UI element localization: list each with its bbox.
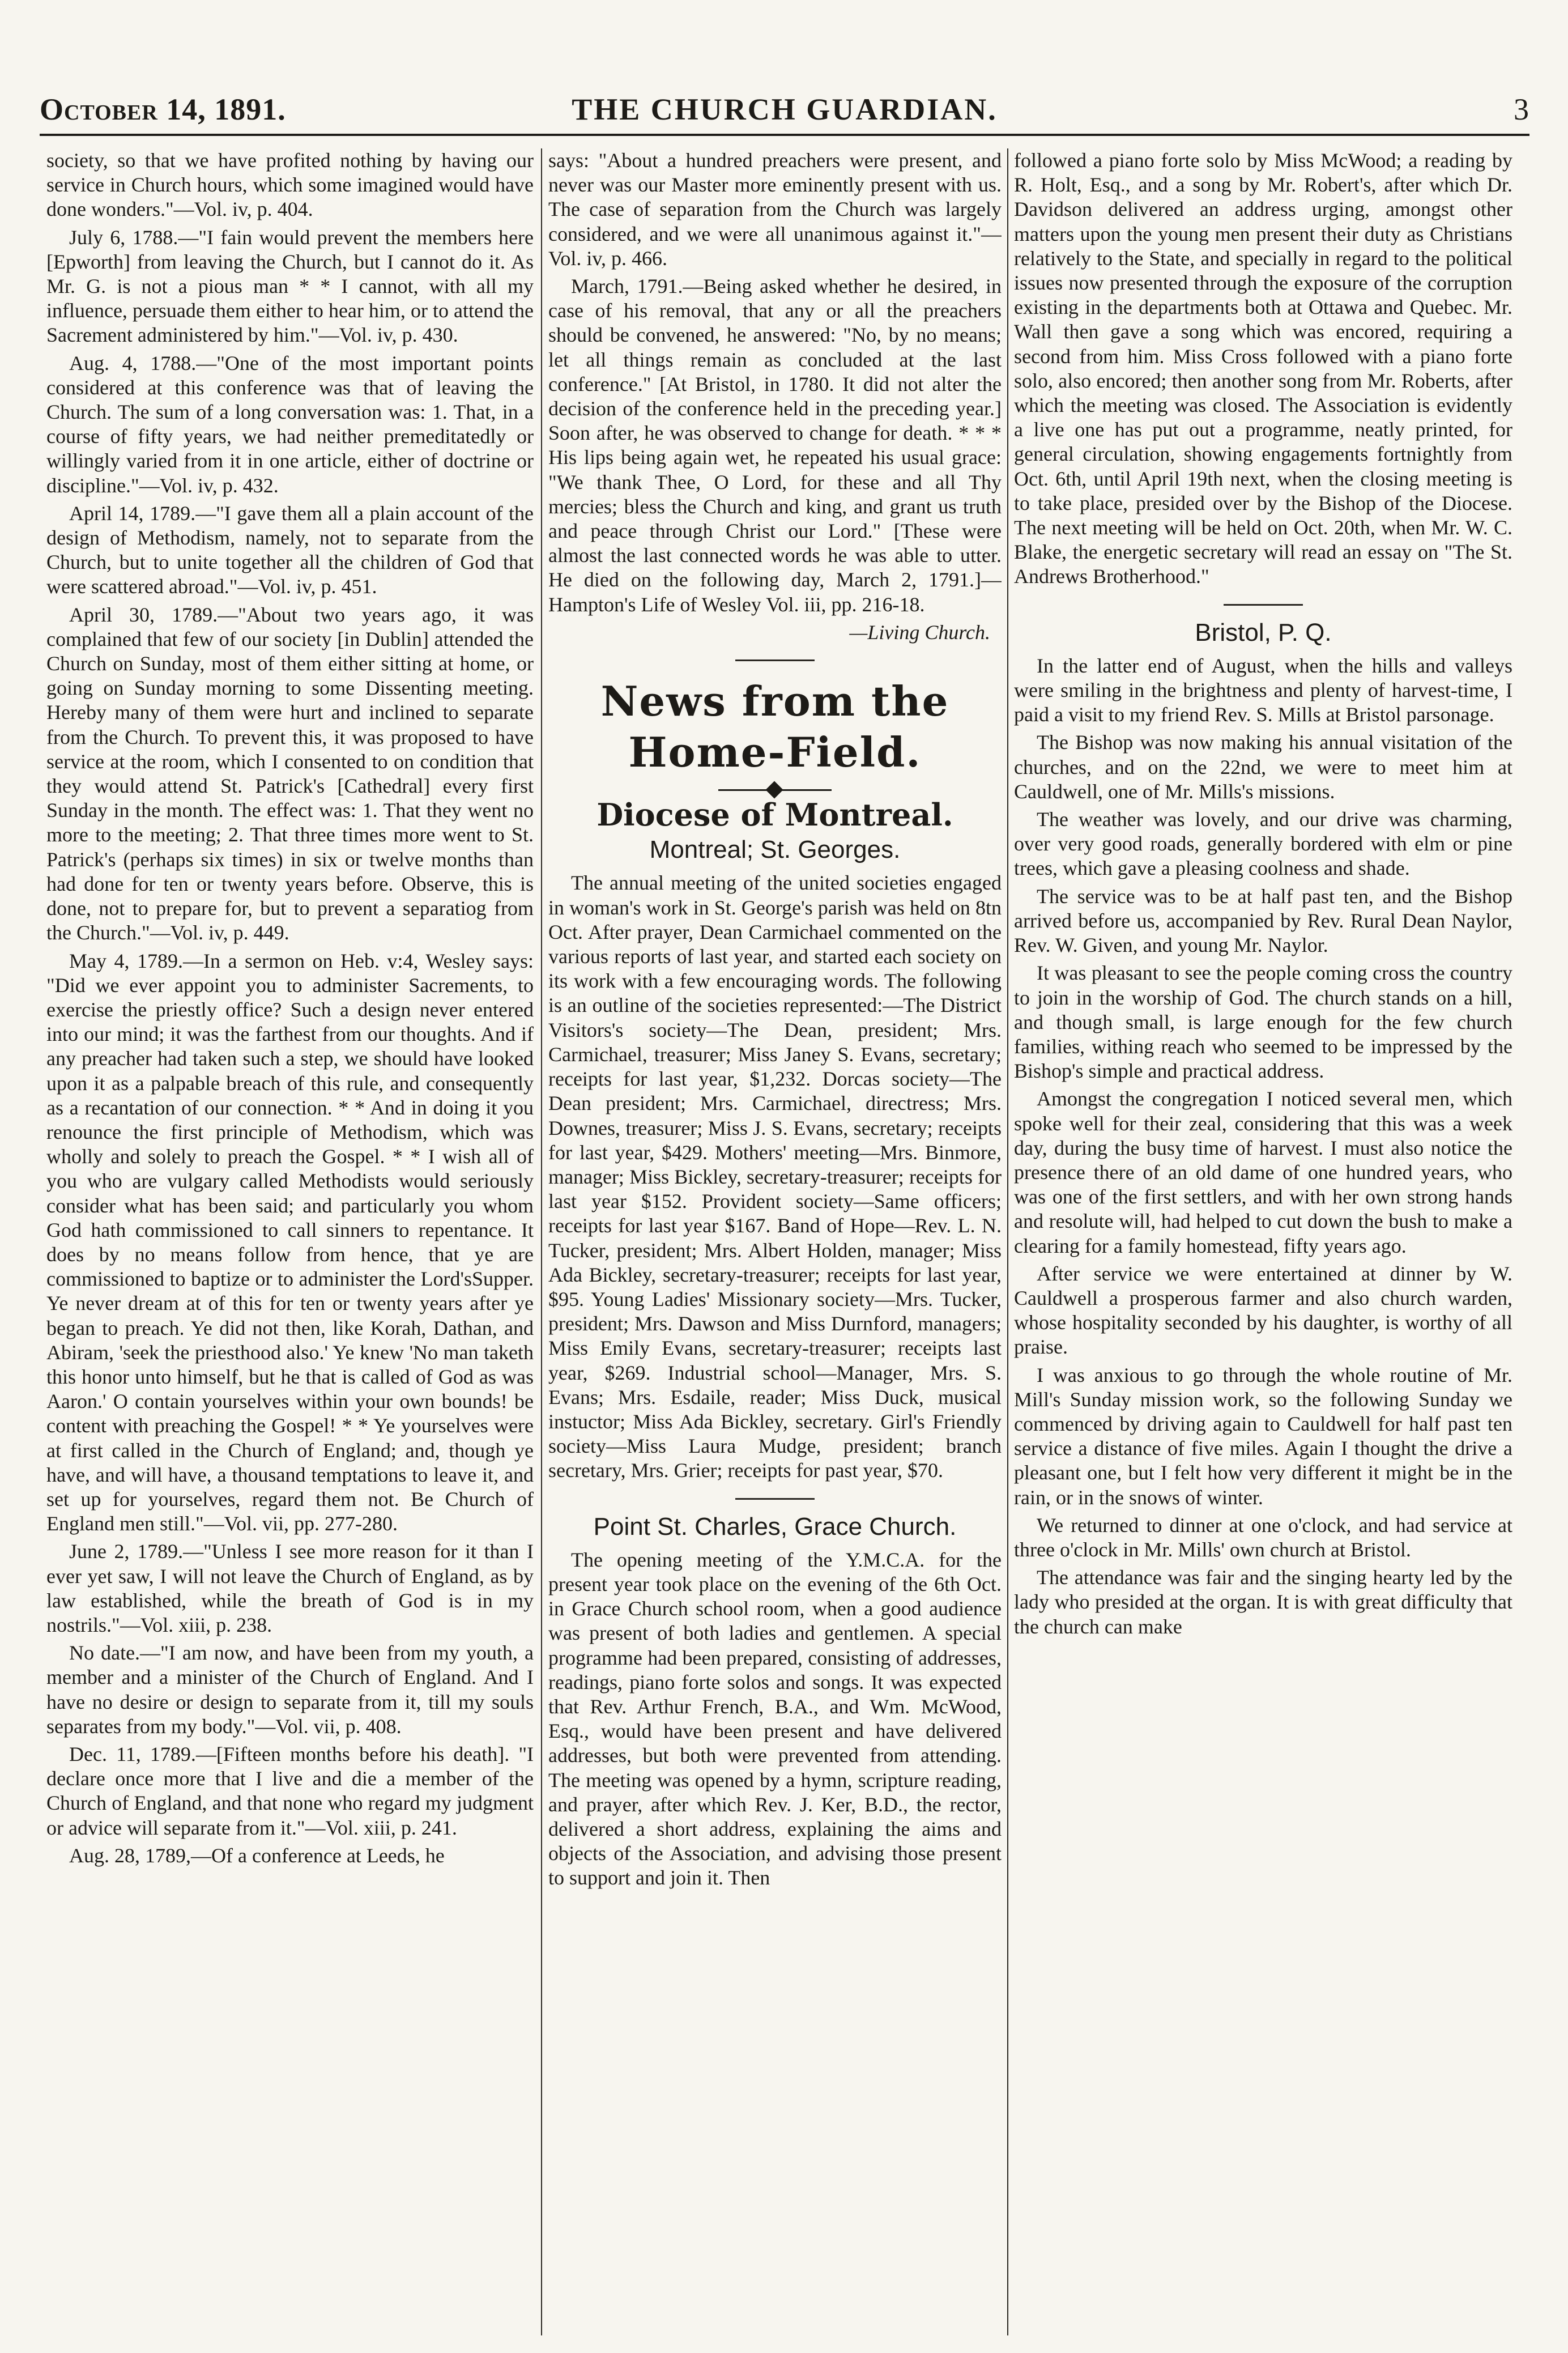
masthead-rule	[40, 134, 1529, 136]
paragraph: We returned to dinner at one o'clock, and had service at three o'clock in Mr. Mills' own church at Bristol.	[1014, 1513, 1512, 1561]
source-attribution: —Living Church.	[849, 620, 990, 644]
diocese-heading: Diocese of Montreal.	[596, 797, 953, 833]
paragraph: June 2, 1789.—"Unless I see more reason for it than I ever yet saw, I will not leave the Church of England, as by law established, while the breath of God is in my nostrils."—Vol. xiii, p. 238.	[46, 1540, 534, 1636]
paragraph: No date.—"I am now, and have been from my youth, a member and a minister of the Church of England. And I have no desire or design to separate from it, till my souls separates from my body."—Vol. vii, p. 408.	[46, 1641, 534, 1738]
paragraph: May 4, 1789.—In a sermon on Heb. v:4, Wesley says: "Did we ever appoint you to administer Sacrements, to exercise the priestly office? Such a design never entered into our mind; it was the farthest from our thoughts. And if any preacher had taken such a step, we should have looked upon it as a palpable breach of this rule, and consequently as a recantation of our connection. * * And in doing it you renounce the first principle of Methodism, which was wholly and solely to preach the Gospel. * * I wish all of you who are vulgary called Methodists would seriously consider what has been said; and particularly you whom God hath commissioned to call sinners to repentance. It does by no means follow from hence, that ye are commissioned to baptize or to administer the Lord'sSupper. Ye never dream at of this for ten or twenty years after ye began to preach. Ye did not then, like Korah, Dathan, and Abiram, 'seek the priesthood also.' Ye knew 'No man taketh this honor unto himself, but he that is called of God as was Aaron.' O contain yourselves within your own bounds! be content with preaching the Gospel! * * Ye yourselves were at first called in the Church of England; and, though ye have, and will have, a thousand temptations to leave it, and set up for yourselves, regard them not. Be Church of England men still."—Vol. vii, pp. 277-280.	[46, 949, 534, 1535]
paragraph: The service was to be at half past ten, and the Bishop arrived before us, accompanied by Rev. Rural Dean Naylor, Rev. W. Given, and young Mr. Naylor.	[1014, 884, 1512, 957]
section-divider	[1224, 604, 1303, 606]
section-divider	[735, 1498, 815, 1500]
paragraph: The annual meeting of the united societies engaged in woman's work in St. George's parish was held on 8tn Oct. After prayer, Dean Carmichael commented on the various reports of last year, and started each society on its work with a few encouraging words. The following is an outline of the societies represented:—The District Visitors's society—The Dean, president; Mrs. Carmichael, treasurer; Miss Janey S. Evans, secretary; receipts for last year, $1,232. Dorcas society—The Dean president; Mrs. Carmichael, directress; Mrs. Downes, treasurer; Miss J. S. Evans, secretary; receipts for last year, $429. Mothers' meeting—Mrs. Binmore, manager; Miss Bickley, secretary-treasurer; receipts for last year $152. Provident society—Same officers; receipts for last year $167. Band of Hope—Rev. L. N. Tucker, president; Mrs. Albert Holden, manager; Miss Ada Bickley, secretary-treasurer; receipts for last year, $95. Young Ladies' Missionary society—Mrs. Tucker, president; Mrs. Dawson and Miss Durnford, managers; Miss Emily Evans, secretary-treasurer; receipts last year, $269. Industrial school—Manager, Mrs. S. Evans; Mrs. Esdaile, reader; Miss Duck, musical instuctor; Miss Ada Bickley, secretary. Girl's Friendly society—Miss Laura Mudge, president; branch secretary, Mrs. Grier; receipts for past year, $70.	[548, 871, 1002, 1482]
column-2	[548, 148, 1002, 2335]
paragraph: society, so that we have profited nothing by having our service in Church hours, which some imagined would have done wonders."—Vol. iv, p. 404.	[46, 149, 534, 221]
paragraph: Amongst the congregation I noticed several men, which spoke well for their zeal, considering that this was a week day, during the busy time of harvest. I must also notice the presence there of an old dame of one hundred years, who was one of the first settlers, and with her own strong hands and resolute will, had helped to cut down the bush to make a clearing for a family homestead, fifty years ago.	[1014, 1087, 1512, 1257]
column-3	[1014, 148, 1512, 2335]
paragraph: It was pleasant to see the people coming cross the country to join in the worship of God. The church stands on a hill, and though small, is large enough for the few church families, withing reach who seemed to be impressed by the Bishop's simple and practical address.	[1014, 961, 1512, 1083]
ornament-rule	[718, 784, 832, 796]
paragraph: In the latter end of August, when the hills and valleys were smiling in the brightness and plenty of harvest-time, I paid a visit to my friend Rev. S. Mills at Bristol parsonage.	[1014, 654, 1512, 726]
section-banner: News from the Home-Field.	[600, 677, 949, 777]
paragraph: Dec. 11, 1789.—[Fifteen months before his death]. "I declare once more that I live and die a member of the Church of England, and that none who regard my judgment or advice will separate from it."—Vol. xiii, p. 241.	[46, 1743, 534, 1839]
paragraph: April 30, 1789.—"About two years ago, it was complained that few of our society [in Dublin] attended the Church on Sunday, most of them either sitting at home, or going on Sunday morning to some Dissenting meeting. Hereby many of them were hurt and inclined to separate from the Church. To prevent this, it was proposed to have service at the room, which I consented to on condition that they would attend St. Patrick's [Cathedral] every first Sunday in the month. The effect was: 1. That they went no more to the meeting; 2. That three times more went to St. Patrick's (perhaps six times) in six or twelve months than had done for ten or twenty years before. Observe, this is done, not to prepare for, but to prevent a separatiog from the Church."—Vol. iv, p. 449.	[46, 603, 534, 944]
paragraph: After service we were entertained at dinner by W. Cauldwell a prosperous farmer and also church warden, whose hospitality seconded by his daughter, is worthy of all praise.	[1014, 1262, 1512, 1359]
paragraph: followed a piano forte solo by Miss McWood; a reading by R. Holt, Esq., and a song by Mr. Robert's, after which Dr. Davidson delivered an address urging, amongst other matters upon the young men present their duty as Christians relatively to the State, and specially in regard to the political issues now presented through the exposure of the corruption existing in the departments both at Ottawa and Quebec. Mr. Wall then gave a song which was encored, requiring a second from him. Miss Cross followed with a piano forte solo, also encored; then another song from Mr. Roberts, after which the meeting was closed. The Association is evidently a live one has put out a programme, neatly printed, for general circulation, showing engagements fortnightly from Oct. 6th, until April 19th next, when the closing meeting is to take place, presided over by the Bishop of the Diocese. The next meeting will be held on Oct. 20th, when Mr. W. C. Blake, the energetic secretary will read an essay on "The St. Andrews Brotherhood."	[1014, 149, 1512, 588]
paragraph: The opening meeting of the Y.M.C.A. for the present year took place on the evening of the 6th Oct. in Grace Church school room, when a good audience was present of both ladies and gentlemen. A special programme had been prepared, consisting of addresses, readings, piano forte solos and songs. It was expected that Rev. Arthur French, B.A., and Wm. McWood, Esq., would have been present and have delivered addresses, but both were prevented from attending. The meeting was opened by a hymn, scripture reading, and prayer, after which Rev. J. Ker, B.D., the rector, delivered a short address, explaining the aims and objects of the Association, and advising those present to support and join it. Then	[548, 1548, 1002, 1890]
masthead	[40, 85, 1529, 136]
paragraph: July 6, 1788.—"I fain would prevent the members here [Epworth] from leaving the Church, but I cannot do it. As Mr. G. is not a pious man * * I cannot, with all my influence, persuade them either to hear him, or to attend the Sacrement administered by him."—Vol. iv, p. 430.	[46, 225, 534, 347]
article-heading: Montreal; St. Georges.	[649, 836, 901, 864]
paragraph: The weather was lovely, and our drive was charming, over very good roads, generally bordered with elm or pine trees, which gave a pleasing coolness and shade.	[1014, 808, 1512, 880]
paragraph: Aug. 28, 1789,—Of a conference at Leeds, he	[69, 1844, 445, 1867]
paragraph: The attendance was fair and the singing hearty led by the lady who presided at the organ. It is with great difficulty that the church can make	[1014, 1566, 1512, 1638]
issue-date: October 14, 1891.	[40, 92, 286, 126]
paragraph: I was anxious to go through the whole routine of Mr. Mill's Sunday mission work, so the following Sunday we commenced by driving again to Cauldwell for half past ten service a distance of five miles. Again I thought the drive a pleasant one, but I felt how very different it might be in the rain, or in the snows of winter.	[1014, 1363, 1512, 1509]
section-divider	[735, 659, 815, 661]
newspaper-title: THE CHURCH GUARDIAN.	[572, 92, 998, 126]
paragraph: March, 1791.—Being asked whether he desired, in case of his removal, that any or all the preachers should be convened, he answered: "No, by no means; let all things remain as concluded at the last conference." [At Bristol, in 1780. It did not alter the decision of the conference held in the preceding year.] Soon after, he was observed to change for death. * * * His lips being again wet, he repeated his usual grace: "We thank Thee, O Lord, for these and all Thy mercies; bless the Church and king, and grant us truth and peace through Christ our Lord." [These were almost the last connected words he was able to utter. He died on the following day, March 2, 1791.]—Hampton's Life of Wesley Vol. iii, pp. 216-18.	[548, 275, 1002, 616]
paragraph: April 14, 1789.—"I gave them all a plain account of the design of Methodism, namely, not to separate from the Church, but to unite together all the children of God that were scattered abroad."—Vol. iv, p. 451.	[46, 501, 534, 598]
paragraph: The Bishop was now making his annual visitation of the churches, and on the 22nd, we were to meet him at Cauldwell, one of Mr. Mills's missions.	[1014, 731, 1512, 803]
article-heading: Bristol, P. Q.	[1195, 618, 1332, 646]
column-divider	[541, 148, 542, 2335]
column-divider	[1007, 148, 1008, 2335]
article-heading: Point St. Charles, Grace Church.	[593, 1512, 957, 1541]
page-number: 3	[1514, 92, 1529, 126]
column-1	[46, 148, 534, 2335]
paragraph: Aug. 4, 1788.—"One of the most important points considered at this conference was that of leaving the Church. The sum of a long conversation was: 1. That, in a course of fifty years, we had neither premeditatedly or willingly varied from it in one article, either of doctrine or discipline."—Vol. iv, p. 432.	[46, 351, 534, 497]
paragraph: says: "About a hundred preachers were present, and never was our Master more eminently present with us. The case of separation from the Church was largely considered, and we were all unanimous against it."—Vol. iv, p. 466.	[548, 149, 1002, 270]
